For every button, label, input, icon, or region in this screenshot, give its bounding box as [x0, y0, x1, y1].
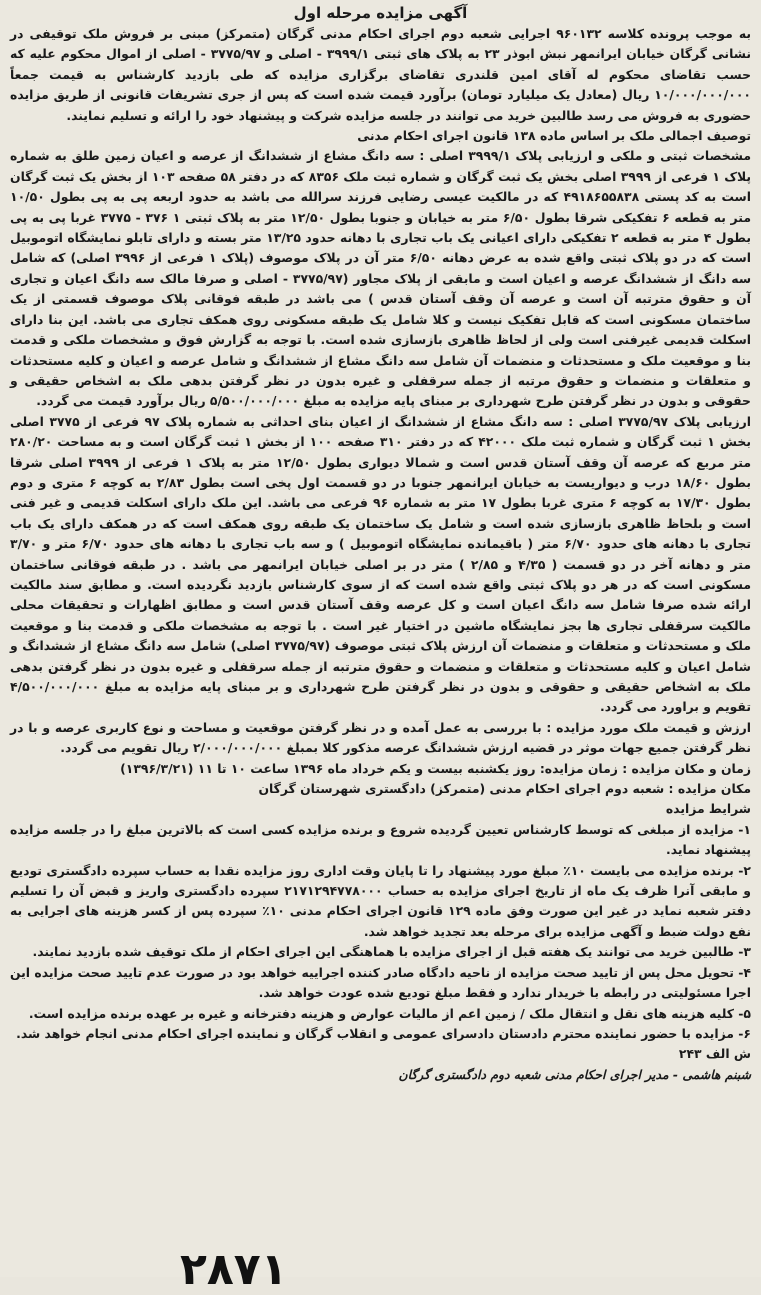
description-heading: توصیف اجمالی ملک بر اساس ماده ۱۳۸ قانون اجرای احکام مدنی — [357, 128, 751, 144]
notice-title: آگهی مزایده مرحله اول — [293, 4, 468, 22]
auction-location: مکان مزایده : شعبه دوم اجرای احکام مدنی (متمرکز) دادگستری شهرستان گرگان — [258, 781, 751, 797]
condition-6: ۶- مزایده با حضور نماینده محترم دادستان دادسرای عمومی و انقلاب گرگان و نماینده اجرای احکام مدنی انجام خواهد شد. — [16, 1025, 751, 1041]
condition-5: ۵- کلیه هزینه های نقل و انتقال ملک / زمین اعم از مالیات عوارض و هزینه دفترخانه و غیره بر عهده برنده مزایده است. — [28, 1005, 751, 1021]
condition-2: ۲- برنده مزایده می بایست ۱۰٪ مبلغ مورد پیشنهاد را تا پایان وقت اداری روز مزایده نقدا به حساب سپرده دادگستری تودیع و مابقی آنرا ظرف یک ماه از تاریخ اجرای مزایده به حساب ۲۱۷۱۲۹۴۷۷۸۰۰۰ سپرده دادگستری واریز و قبض آن را تسلیم دفتر شعبه نماید در غیر این صورت وفق ماده ۱۲۹ قانون اجرای احکام مدنی ۱۰٪ سپرده پس از کسر هزینه های اجرایی به نفع دولت ضبط و آگهی مزایده برای مرحله بعد تجدید خواهد شد. — [10, 862, 751, 939]
plot-3999-assessment: مشخصات ثبتی و ملکی و ارزیابی پلاک ۳۹۹۹/۱ اصلی : سه دانگ مشاع از ششدانگ از عرصه و اعیان زمین طلق به شماره پلاک ۱ فرعی از ۳۹۹۹ اصلی بخش یک ثبت گرگان و شماره ثبت ملک ۸۳۵۶ که در دفتر ۵۸ صفحه ۱۰۳ از بخش یک ثبت گرگان است به کد پستی ۴۹۱۸۶۵۵۸۳۸ که در مالکیت عیسی رضایی فرزند سرالله می باشد به حدود اربعه پی به پی بطول ۱۰/۵۰ متر به قطعه ۶ تفکیکی شرقا بطول ۶/۵۰ متر به خیابان و جنوبا بطول ۱۲/۵۰ متر به پلاک ثبتی ۱ ۳۷۶ - ۳۷۷۵ غربا پی به پی بطول ۴ متر به قطعه ۲ تفکیکی دارای اعیانی یک باب تجاری با دهانه حدود ۱۳/۲۵ متر بسته و دارای تابلو نمایشگاه اتوموبیل است که در دو پلاک ثبتی واقع شده به عرض دهانه ۶/۵۰ متر آن در پلاک موصوف (پلاک ۱ فرعی از ۳۹۹۶ اصلی) که شامل سه دانگ از ششدانگ عرصه و اعیان است و مابقی از پلاک مجاور (۳۷۷۵/۹۷ - اصلی و صرفا مالک سه دانگ اعیان و تجاری آن و حقوق مترتبه آن است و عرصه آن وقف آستان قدس ) می باشد در طبقه فوقانی پلاک موصوف قسمتی از یک ساختمان مسکونی است که قابل تفکیک نیست و کلا شامل یک طبقه مسکونی روی همکف تجاری می باشد. این بنا دارای اسکلت قدیمی غیرفنی است ولی از لحاظ ظاهری بازسازی شده است. با توجه به گزارش فوق و مشخصات ملکی و قدمت بنا و موقعیت ملک و مستحدثات و منضمات آن شامل سه دانگ مشاع از ششدانگ و شامل عرصه و اعیان و کلیه مستحدثات و متعلقات و منضمات و حقوق مرتبه از جمله سرقفلی و غیره بدون در نظر گرفتن بدهی ملک به اشخاص حقیقی و حقوقی و بدون در نظر گرفتن طرح شهرداری بر مبنای پایه مزایده به مبلغ ۵/۵۰۰/۰۰۰/۰۰۰ ریال برآورد قیمت می گردد. — [10, 148, 752, 409]
auction-time: زمان و مکان مزایده : زمان مزایده: روز یکشنبه بیست و یکم خرداد ماه ۱۳۹۶ ساعت ۱۰ تا ۱۱ (۱۳۹۶/۳/۲۱) — [120, 760, 751, 776]
plot-3775-assessment: ارزیابی پلاک ۳۷۷۵/۹۷ اصلی : سه دانگ مشاع از ششدانگ از اعیان بنای احداثی به شماره پلاک ۹۷ فرعی از ۳۷۷۵ اصلی بخش ۱ ثبت گرگان و شماره ثبت ملک ۴۲۰۰۰ که در دفتر ۳۱۰ صفحه ۱۰۰ از بخش ۱ ثبت گرگان است و به مساحت ۲۸۰/۲۰ متر مربع که عرصه آن وقف آستان قدس است و شمالا دیواری بطول ۱۲/۵۰ متر به پلاک ۱ فرعی از ۳۹۹۹ اصلی شرقا بطول ۱۸/۶۰ درب و دیواریست به خیابان ایرانمهر جنوبا در دو قسمت اول پخی است بطول ۲/۸۳ به کوچه ۶ متری و دوم بطول ۱۷/۳۰ به کوچه ۶ متری غربا بطول ۱۷ متر به شماره ۹۶ فرعی می باشد. این ملک دارای اسکلت قدیمی و غیر فنی است و بلحاظ ظاهری بازسازی شده است و شامل یک ساختمان یک طبقه روی همکف است که در همکف دارای یک باب تجاری با دهانه های حدود ۶/۷۰ متر ( باقیمانده نمایشگاه اتوموبیل ) و سه باب تجاری با دهانه های حدود ۶/۷۰ متر و ۳/۷۰ متر و دهانه آخر در دو قسمت ( ۴/۳۵ و ۲/۸۵ ) متر در بر اصلی خیابان ایرانمهر می باشد . در طبقه فوقانی ساختمان مسکونی است که در هر دو پلاک ثبتی واقع شده است که از سوی کارشناس بازدید نگردیده است. و مطابق سند مالکیت ارائه شده صرفا شامل سه دانگ اعیان است و کل عرصه وقف آستان قدس است و مطابق اظهارات و تحقیقات محلی مالکیت سرقفلی تجاری ها بجز نمایشگاه ماشین در اختیار غیر است . با توجه به مشخصات ملکی و قدمت بنا و موقعیت ملک و مستحدثات و متعلقات و منضمات آن ارزش پلاک ثبتی موصوف (۳۷۷۵/۹۷ اصلی) شامل سه دانگ مشاع از ششدانگ و شامل اعیان و کلیه مستحدثات و متعلقات و منضمات و حقوق مترتبه از جمله سرقفلی و غیره بدون در نظر گرفتن بدهی ملک به اشخاص حقیقی و حقوقی و بدون در نظر گرفتن طرح شهرداری و بر مبنای پایه مزایده به مبلغ ۴/۵۰۰/۰۰۰/۰۰۰ تقویم و براورد می گردد. — [10, 413, 752, 715]
condition-4: ۴- تحویل محل پس از تایید صحت مزایده از ناحیه دادگاه صادر کننده اجراییه خواهد بود در صورت عدم تایید صحت مزایده این اجرا مسئولیتی در رابطه با خریدار ندارد و فقط مبلغ تودیع شده عودت خواهد شد. — [10, 964, 751, 1001]
signature-line: شبنم هاشمی - مدیر اجرای احکام مدنی شعبه دوم دادگستری گرگان — [398, 1066, 751, 1082]
cut-off-numeral: ۲۸۷۱ — [180, 1244, 288, 1295]
condition-3: ۳- طالبین خرید می توانند یک هفته قبل از اجرای مزایده با هماهنگی این اجرای احکام از ملک توقیف شده بازدید نمایند. — [32, 944, 751, 960]
condition-1: ۱- مزایده از مبلغی که توسط کارشناس تعیین گردیده شروع و برنده مزایده کسی است که بالاترین مبلغ را در جلسه مزایده پیشنهاد نماید. — [10, 821, 751, 858]
land-value-paragraph: ارزش و قیمت ملک مورد مزایده : با بررسی به عمل آمده و در نظر گرفتن موقعیت و مساحت و نوع کاربری عرصه و با در نظر گرفتن جمیع جهات موثر در قضیه ارزش ششدانگ عرصه مذکور کلا بمبلغ ۲/۰۰۰/۰۰۰/۰۰۰ ریال تقویم می گردد. — [10, 719, 751, 756]
notice-code: ش الف ۲۴۳ — [678, 1046, 751, 1062]
conditions-heading: شرایط مزایده — [665, 801, 751, 817]
intro-paragraph: به موجب پرونده کلاسه ۹۶۰۱۳۲ اجرایی شعبه دوم اجرای احکام مدنی گرگان (متمرکز) مبنی بر فروش ملک توقیفی در نشانی گرگان خیابان ایرانمهر نبش ابوذر ۲۳ به پلاک های ثبتی ۳۹۹۹/۱ - اصلی و ۳۷۷۵/۹۷ - اصلی از اموال محکوم علیه که حسب تقاضای محکوم له آقای امین قلندری تقاضای برگزاری مزایده که طی بازدید کارشناس به قیمت جمعاً ۱۰/۰۰۰/۰۰۰/۰۰۰ ریال (معادل یک میلیارد تومان) برآورد قیمت شده است که پس از جری تشریفات قانونی از طریق مزایده حضوری به فروش می رسد طالبین خرید می توانند در جلسه مزایده شرکت و پیشنهاد خود را ارائه و تسلیم نمایند. — [10, 26, 751, 123]
